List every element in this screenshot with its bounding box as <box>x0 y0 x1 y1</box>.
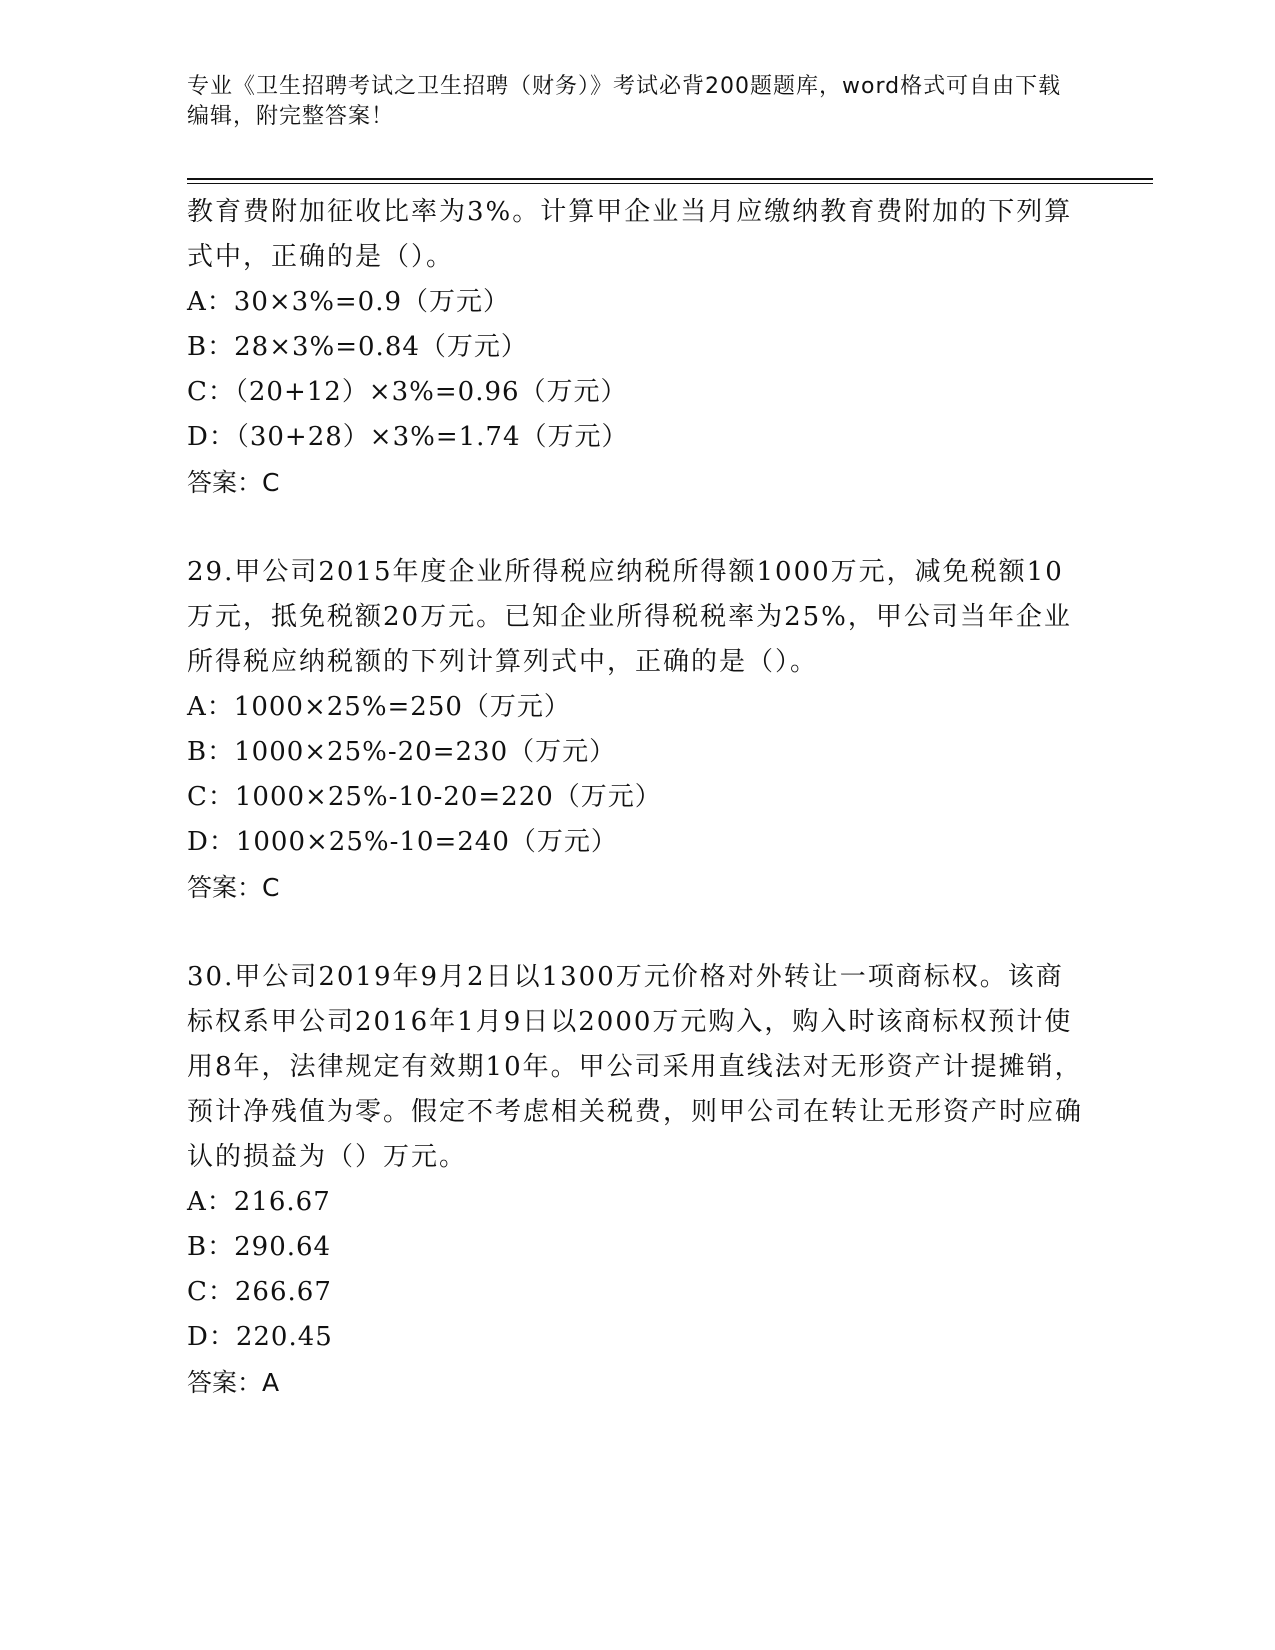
question-stem: 29.甲公司2015年度企业所得税应纳税所得额1000万元，减免税额10万元，抵免税额20万元。已知企业所得税税率为25%，甲公司当年企业所得税应纳税额的下列计算列式中，正确的是（）。 <box>187 557 1072 677</box>
option-a: A：30×3%=0.9（万元） <box>187 287 511 317</box>
answer-line: 答案：C <box>187 468 280 497</box>
option-d: D：1000×25%-10=240（万元） <box>187 827 618 857</box>
question-29 <box>187 550 1087 910</box>
answer-line: 答案：C <box>187 873 280 902</box>
option-a: A：216.67 <box>187 1187 331 1217</box>
document-body <box>187 190 1087 1405</box>
option-b: B：290.64 <box>187 1232 332 1262</box>
option-b: B：28×3%=0.84（万元） <box>187 332 528 362</box>
question-30 <box>187 955 1087 1405</box>
option-a: A：1000×25%=250（万元） <box>187 692 571 722</box>
document-header: 专业《卫生招聘考试之卫生招聘（财务）》考试必背200题题库，word格式可自由下载编辑，附完整答案！ <box>187 74 1062 129</box>
question-28 <box>187 190 1087 505</box>
header-divider-thick <box>187 178 1153 180</box>
question-stem: 30.甲公司2019年9月2日以1300万元价格对外转让一项商标权。该商标权系甲公司2016年1月9日以2000万元购入，购入时该商标权预计使用8年，法律规定有效期10年。甲公司采用直线法对无形资产计提摊销，预计净残值为零。假定不考虑相关税费，则甲公司在转让无形资产时应确认的损益为（）万元。 <box>187 962 1084 1172</box>
option-d: D：（30+28）×3%=1.74（万元） <box>187 422 629 452</box>
answer-line: 答案：A <box>187 1368 280 1397</box>
header-divider-thin <box>187 183 1153 184</box>
question-stem: 教育费附加征收比率为3%。计算甲企业当月应缴纳教育费附加的下列算式中，正确的是（）。 <box>187 197 1073 272</box>
option-b: B：1000×25%-20=230（万元） <box>187 737 617 767</box>
option-c: C：（20+12）×3%=0.96（万元） <box>187 377 628 407</box>
option-c: C：1000×25%-10-20=220（万元） <box>187 782 662 812</box>
spacer <box>187 505 1087 550</box>
option-d: D：220.45 <box>187 1322 333 1352</box>
option-c: C：266.67 <box>187 1277 332 1307</box>
spacer <box>187 910 1087 955</box>
